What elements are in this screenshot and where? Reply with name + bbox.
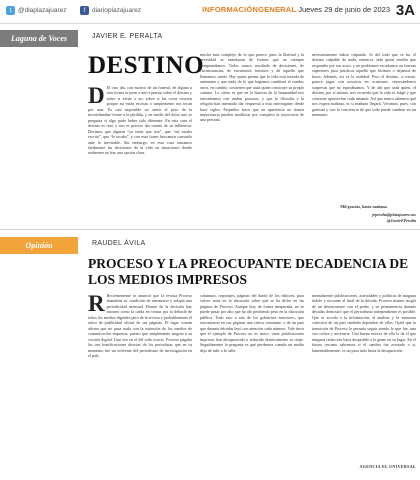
article-text: Recientemente se anunció que la revista Proceso abandona su condición de semanario y adopta una periodicidad mensual. Dentro de la decisión hay razones como la caída en ventas por la debacle de todos los medios digitales pero de la revista y probablemente el retiro de publicidad oficial de sus páginas. El lugar común afirma que no pasa nada con la extinción de los medios de comunicación impresos, puesto que simplemente migran a su versión digital. Una vez en el del todo exacto. Proceso pagaba las tres bonificaciones directas de los periodistas que en su momento fue un referente del periodismo de investigación en el país.: [88, 293, 192, 358]
author-byline: RAUDEL ÁVILA: [92, 240, 146, 247]
section-label: [202, 5, 390, 14]
issue-date: Jueves 29 de junio de 2023: [298, 5, 390, 14]
column-kicker: Opinión: [0, 237, 78, 254]
page-header: [0, 0, 420, 24]
article-column-2: [200, 52, 304, 218]
article-text: El otro día, con motivo de un funeral, de alguna u otra forma se pone a uno a pensar sobre el destino y sobre si existe o no, sobre si las cosas ocurren porque así están escritas o simplemente nos tocan por azar. Es casi imposible no sentir el peso de la incertidumbre frente a la pérdida, y en medio del dolor uno se pregunta si algo pudo haber sido diferente. En esta casa el destino es real, y nos es preciso dar cuenta de su influencia. Decimos que alguien “ya tenía que irse”, que “así estaba escrito”, que “le tocaba”, y con esas frases buscamos consuelo ante lo inevitable. Sin embargo, en esta cosa tomamos fatalmente las decisiones de la vida en situaciones donde realmente no hay una opción clara.: [88, 85, 192, 156]
article-text: necesariamente habrá culpando. Si del todo que se ha, el destino culpable de nada, entonces cada quien tendría que responder por sus actos, y no podríamos escudarnos en fuerzas superiores para justificar aquello que hicimos o dejamos de hacer. Además, así es la realidad. Pero el destino, si existe, parece jugar con nosotros en ocasiones, reservándonos sorpresas que no esperábamos. Y de ahí que cada quien, el destino, por sí mismo, nos recuerda que la vida es frágil y que conviene aprovechar cada instante. Así que nunca sabemos qué nos espera mañana, ni si mañana llegará. Vivamos, pues, con gratitud y con la conciencia de que todo puede cambiar en un momento.: [312, 52, 416, 117]
author-twitter: @JavierEPeralta: [387, 217, 416, 223]
column-kicker: Laguna de Voces: [0, 30, 78, 47]
column-header: [0, 30, 420, 47]
twitter-icon: t: [6, 6, 15, 15]
article-column-1: [88, 85, 192, 217]
section-divider: [0, 229, 420, 230]
page-number: 3A: [395, 2, 415, 19]
column-header: [0, 237, 420, 254]
facebook-icon: f: [80, 6, 89, 15]
facebook-handle-group: [80, 6, 141, 15]
article-column-3: [312, 52, 416, 252]
article-column-3: [312, 293, 416, 476]
twitter-handle: @dlaplazajuarez: [18, 7, 67, 14]
drop-cap: R: [88, 293, 105, 316]
drop-cap: D: [88, 85, 105, 108]
twitter-handle-group: [6, 6, 67, 15]
article-headline: DESTINO: [88, 52, 205, 79]
author-email: jeperalta@plazajuarez.mx: [372, 212, 416, 218]
agency-signature: AGENCIA EL UNIVERSAL: [359, 464, 416, 469]
article-column-2: [200, 293, 304, 476]
facebook-handle: diarioplazajuarez: [92, 7, 142, 14]
author-byline: JAVIER E. PERALTA: [92, 33, 163, 40]
article-text: mentalmente publicaciones, actividades y políticas de ninguna índole y acciones al final de la década. Proceso mismo surgió de un desencuentro con el poder, y su permanencia durante décadas demostró que el periodismo independiente es posible. Que se acceda a la información, el análisis y la memoria colectiva de un país también dependen de ellos. Ojalá que la transición de Proceso le permita seguir siendo lo que fue, una voz crítica y necesaria. Una buena noticia de ello la da el que ninguna redacción haya despedido a la gente en su lugar. En el futuro cercano sabremos si el cambio fue acertado o si, lamentablemente, es un paso más hacia la desaparición.: [312, 293, 416, 353]
article-text: columnas, reportajes, páginas del dardo de los editores, para volver atrás en la discusión sobre qué se ha dicho en las páginas de Proceso. Aunque hoy, de forma inesperada, no se puede pasar por alto que ha ido perdiendo peso en la discusión pública. Todo esto a raíz de los gobiernos anteriores, que encontraron en sus páginas una crítica constante, y de un país que durante décadas leyó con atención cada número. Vale decir que el ejemplo de Proceso no es único, otras publicaciones impresas han desaparecido o reducido drásticamente su tiraje. Seguidamente la pregunta es qué perdemos cuando un medio deja de salir a la calle.: [200, 293, 304, 353]
article-column-1: [88, 293, 192, 476]
section-name: INFORMACIÓNGENERAL: [202, 5, 297, 14]
article-headline: PROCESO Y LA PREOCUPANTE DECADENCIA DE LOS MEDIOS IMPRESOS: [88, 256, 409, 287]
article-closing: Mil gracias, hasta mañana.: [340, 204, 388, 209]
article-text: mucho más complejo de lo que parece, pues la libertad y la necesidad se entrelazan de formas que no siempre comprendemos. Todos somos resultado de decisiones, de circunstancias, de encuentros fortuitos y de aquello que llamamos suerte. Hay quien piensa que la vida está trazada de antemano y que nada de lo que hagamos cambiará el rumbo; otros, en cambio, sostienen que cada quien construye su propio camino. Lo cierto es que en la historia de la humanidad nos encontramos con ambas posturas, y que la filosofía y la religión han intentado dar respuesta a esta interrogante desde hace siglos. Pequeños actos que en apariencia no tienen importancia pueden modificar por completo la trayectoria de una persona.: [200, 52, 304, 123]
